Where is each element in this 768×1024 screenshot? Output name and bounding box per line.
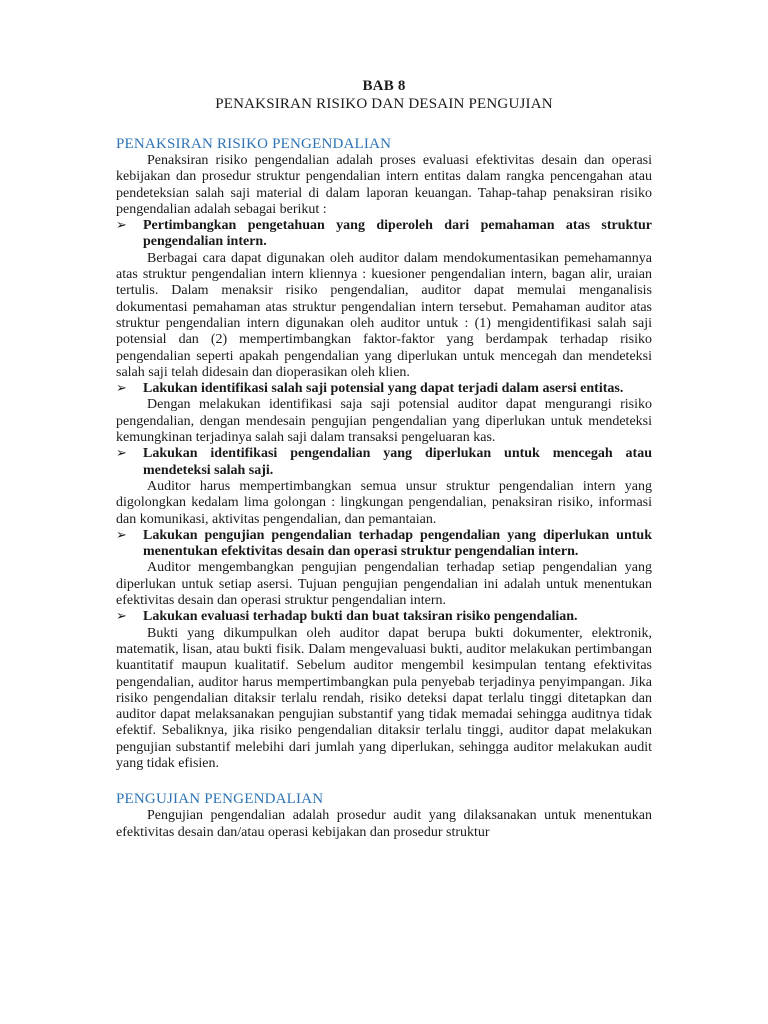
step-heading — [116, 446, 652, 479]
step-heading — [116, 218, 652, 251]
step-heading — [116, 381, 652, 397]
section-intro-paragraph: Penaksiran risiko pengendalian adalah proses evaluasi efektivitas desain dan operasi kebijakan dan prosedur struktur pengendalian intern entitas dalam rangka pencengahan atau pendeteksian salah saji material di dalam laporan keuangan. Tahap-tahap penaksiran risiko pengendalian adalah sebagai berikut : — [116, 153, 652, 217]
chapter-title: PENAKSIRAN RISIKO DAN DESAIN PENGUJIAN — [215, 96, 553, 112]
step-heading — [116, 528, 652, 561]
step-heading-text: Lakukan identifikasi pengendalian yang diperlukan untuk mencegah atau mendeteksi salah saji. — [143, 446, 652, 478]
step-heading-text: Pertimbangkan pengetahuan yang diperoleh dari pemahaman atas struktur pengendalian intern. — [143, 218, 652, 250]
step-heading-text: Lakukan identifikasi salah saji potensial yang dapat terjadi dalam asersi entitas. — [143, 381, 624, 397]
arrow-bullet-icon: ➢ — [116, 527, 127, 543]
section-heading-risk-assessment: PENAKSIRAN RISIKO PENGENDALIAN — [116, 136, 392, 152]
arrow-bullet-icon: ➢ — [116, 218, 127, 234]
chapter-number: BAB 8 — [362, 78, 406, 94]
step-heading — [116, 609, 652, 625]
step-body-paragraph: Berbagai cara dapat digunakan oleh auditor dalam mendokumentasikan pemehamannya atas struktur pengendalian intern kliennya : kuesioner pengendalian intern, bagan alir, uraian tertulis. Dalam menaksir risiko pengendalian, auditor dapat memulai menganalisis dokumentasi pemahaman atas struktur pengendalian intern tersebut. Pemahaman auditor atas struktur pengendalian intern digunakan oleh auditor untuk : (1) mengidentifikasi salah saji potensial dan (2) mempertimbangkan faktor-faktor yang berdampak terhadap risiko pengendalian seperti apakah pengendalian yang diperlukan untuk mencegah dan mendeteksi salah saji telah didesain dan dioperasikan oleh klien. — [116, 250, 652, 380]
step-body-paragraph: Dengan melakukan identifikasi saja saji potensial auditor dapat mengurangi risiko pengendalian, dengan mendesain pengujian pengendalian yang diperlukan untuk mendeteksi kemungkinan terjadinya salah saji dalam transaksi pengeluaran kas. — [116, 397, 652, 446]
step-body-paragraph: Bukti yang dikumpulkan oleh auditor dapat berupa bukti dokumenter, elektronik, matematik, lisan, atau bukti fisik. Dalam mengevaluasi bukti, auditor melakukan pertimbangan kuantitatif maupun kualitatif. Sebelum auditor mengembil kesimpulan tentang efektivitas pengendalian, auditor harus mempertimbangkan pula penyebab terjadinya penyimpangan. Jika risiko pengendalian ditaksir terlalu rendah, risiko deteksi dapat terlalu tinggi ditetapkan dan auditor dapat melaksanakan pengujian substantif yang tidak memadai sehingga auditnya tidak efektif. Sebaliknya, jika risiko pengendalian ditaksir terlalu tinggi, auditor dapat melakukan pengujian substantif melebihi dari jumlah yang diperlukan, sehingga auditor melakukan audit yang tidak efisien. — [116, 625, 652, 771]
section-heading-control-testing: PENGUJIAN PENGENDALIAN — [116, 791, 324, 808]
step-body-paragraph: Auditor mengembangkan pengujian pengendalian terhadap setiap pengendalian yang diperlukan untuk setiap asersi. Tujuan pengujian pengendalian ini adalah untuk menentukan efektivitas desain dan operasi struktur pengendalian intern. — [116, 560, 652, 609]
step-heading-text: Lakukan pengujian pengendalian terhadap pengendalian yang diperlukan untuk menentukan efektivitas desain dan operasi struktur pengendalian intern. — [143, 527, 652, 560]
arrow-bullet-icon: ➢ — [116, 446, 127, 462]
section-intro-paragraph: Pengujian pengendalian adalah prosedur audit yang dilaksanakan untuk menentukan efektivitas desain dan/atau operasi kebijakan dan prosedur struktur — [116, 808, 652, 840]
arrow-bullet-icon: ➢ — [116, 609, 127, 625]
step-body-paragraph: Auditor harus mempertimbangkan semua unsur struktur pengendalian intern yang digolongkan kedalam lima golongan : lingkungan pengendalian, penaksiran risiko, informasi dan komunikasi, aktivitas pengendalian, dan pemantaian. — [116, 478, 652, 527]
step-heading-text: Lakukan evaluasi terhadap bukti dan buat taksiran risiko pengendalian. — [143, 609, 578, 625]
arrow-bullet-icon: ➢ — [116, 381, 127, 397]
